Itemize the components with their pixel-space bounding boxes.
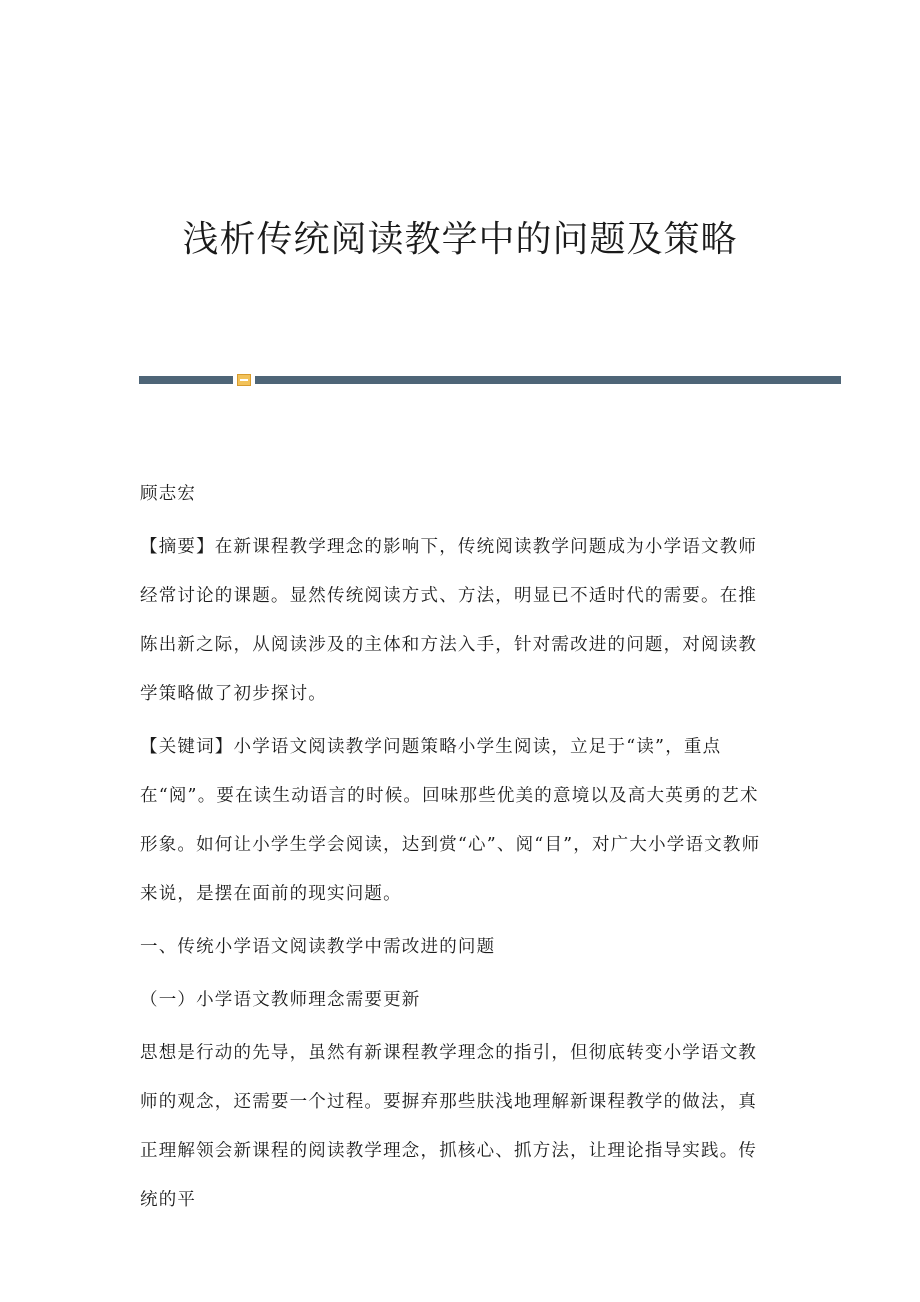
document-body — [140, 470, 772, 1225]
author-name: 顾志宏 — [140, 484, 197, 504]
subsection-heading: （一）小学语文教师理念需要更新 — [140, 990, 421, 1010]
divider-ornament-icon — [237, 374, 251, 386]
title-divider — [139, 373, 841, 387]
document-title: 浅析传统阅读教学中的问题及策略 — [182, 219, 738, 260]
divider-bar-left — [139, 376, 233, 384]
section-heading: 一、传统小学语文阅读教学中需改进的问题 — [140, 937, 496, 957]
abstract-paragraph: 【摘要】在新课程教学理念的影响下，传统阅读教学问题成为小学语文教师经常讨论的课题。显然传统阅读方式、方法，明显已不适时代的需要。在推陈出新之际，从阅读涉及的主体和方法入手，针对需改进的问题，对阅读教学策略做了初步探讨。 — [140, 537, 758, 704]
keywords-paragraph: 【关键词】小学语文阅读教学问题策略小学生阅读，立足于“读”，重点在“阅”。要在读生动语言的时候。回味那些优美的意境以及高大英勇的艺术形象。如何让小学生学会阅读，达到赏“心”、阅“目”，对广大小学语文教师来说，是摆在面前的现实问题。 — [140, 737, 761, 904]
body-paragraph: 思想是行动的先导，虽然有新课程教学理念的指引，但彻底转变小学语文教师的观念，还需要一个过程。要摒弃那些肤浅地理解新课程教学的做法，真正理解领会新课程的阅读教学理念，抓核心、抓方法，让理论指导实践。传统的平 — [140, 1043, 758, 1210]
divider-bar-right — [255, 376, 841, 384]
